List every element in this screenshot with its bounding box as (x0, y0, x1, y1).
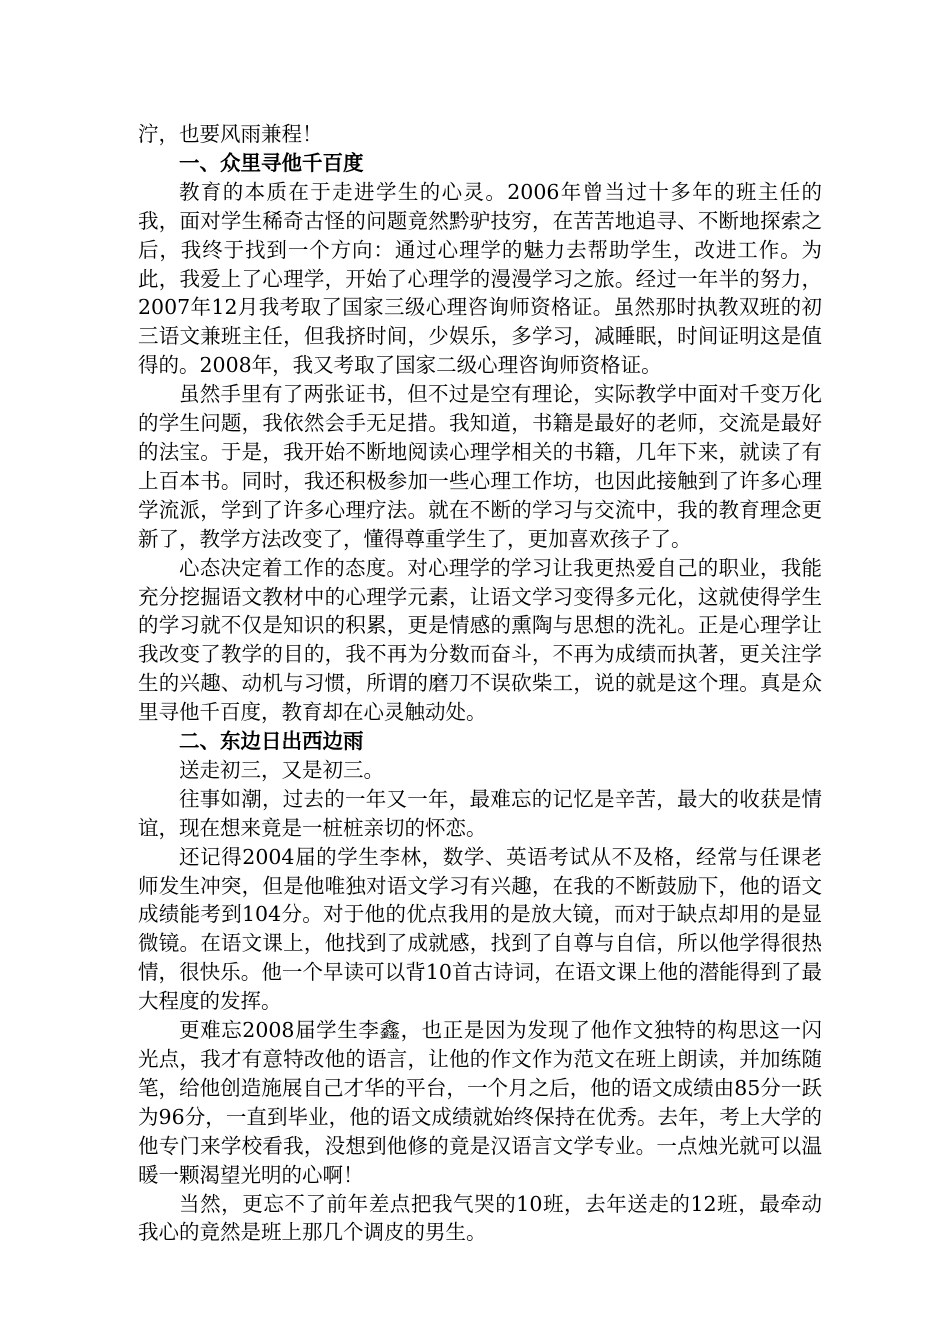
continuation-line: 泞，也要风雨兼程！ (138, 122, 323, 146)
paragraph: 心态决定着工作的态度。对心理学的学习让我更热爱自己的职业，我能充分挖掘语文教材中的心理学元素，让语文学习变得多元化，这就使得学生的学习就不仅是知识的积累，更是情感的熏陶与思想的洗礼。正是心理学让我改变了教学的目的，我不再为分数而奋斗，不再为成绩而执著，更关注学生的兴趣、动机与习惯，所谓的磨刀不误砍柴工，说的就是这个理。真是众里寻他千百度，教育却在心灵触动处。 (138, 555, 822, 725)
paragraph: 往事如潮，过去的一年又一年，最难忘的记忆是辛苦，最大的收获是情谊，现在想来竟是一桩桩亲切的怀恋。 (138, 786, 822, 840)
paragraph: 送走初三，又是初三。 (179, 757, 384, 782)
paragraph: 当然，更忘不了前年差点把我气哭的10班，去年送走的12班，最牵动我心的竟然是班上那几个调皮的男生。 (138, 1191, 822, 1245)
paragraph: 教育的本质在于走进学生的心灵。2006年曾当过十多年的班主任的我，面对学生稀奇古怪的问题竟然黔驴技穷，在苦苦地追寻、不断地探索之后，我终于找到一个方向：通过心理学的魅力去帮助学生，改进工作。为此，我爱上了心理学，开始了心理学的漫漫学习之旅。经过一年半的努力，2007年12月我考取了国家三级心理咨询师资格证。虽然那时执教双班的初三语文兼班主任，但我挤时间，少娱乐，多学习，减睡眠，时间证明这是值得的。2008年，我又考取了国家二级心理咨询师资格证。 (138, 179, 822, 378)
paragraph: 虽然手里有了两张证书，但不过是空有理论，实际教学中面对千变万化的学生问题，我依然会手无足措。我知道，书籍是最好的老师，交流是最好的法宝。于是，我开始不断地阅读心理学相关的书籍，几年下来，就读了有上百本书。同时，我还积极参加一些心理工作坊，也因此接触到了许多心理学流派，学到了许多心理疗法。就在不断的学习与交流中，我的教育理念更新了，教学方法改变了，懂得尊重学生了，更加喜欢孩子了。 (138, 382, 822, 551)
section-heading-1: 一、众里寻他千百度 (179, 150, 364, 175)
section-heading-2: 二、东边日出西边雨 (179, 729, 364, 754)
paragraph: 还记得2004届的学生李林，数学、英语考试从不及格，经常与任课老师发生冲突，但是他唯独对语文学习有兴趣，在我的不断鼓励下，他的语文成绩能考到104分。对于他的优点我用的是放大镜，而对于缺点却用的是显微镜。在语文课上，他找到了成就感，找到了自尊与自信，所以他学得很热情，很快乐。他一个早读可以背10首古诗词，在语文课上他的潜能得到了最大程度的发挥。 (138, 844, 822, 1014)
document-page (138, 120, 822, 1247)
paragraph: 更难忘2008届学生李鑫，也正是因为发现了他作文独特的构思这一闪光点，我才有意特改他的语言，让他的作文作为范文在班上朗读，并加练随笔，给他创造施展自己才华的平台，一个月之后，他的语文成绩由85分一跃为96分，一直到毕业，他的语文成绩就始终保持在优秀。去年，考上大学的他专门来学校看我，没想到他修的竟是汉语言文学专业。一点烛光就可以温暖一颗渴望光明的心啊！ (138, 1018, 822, 1187)
